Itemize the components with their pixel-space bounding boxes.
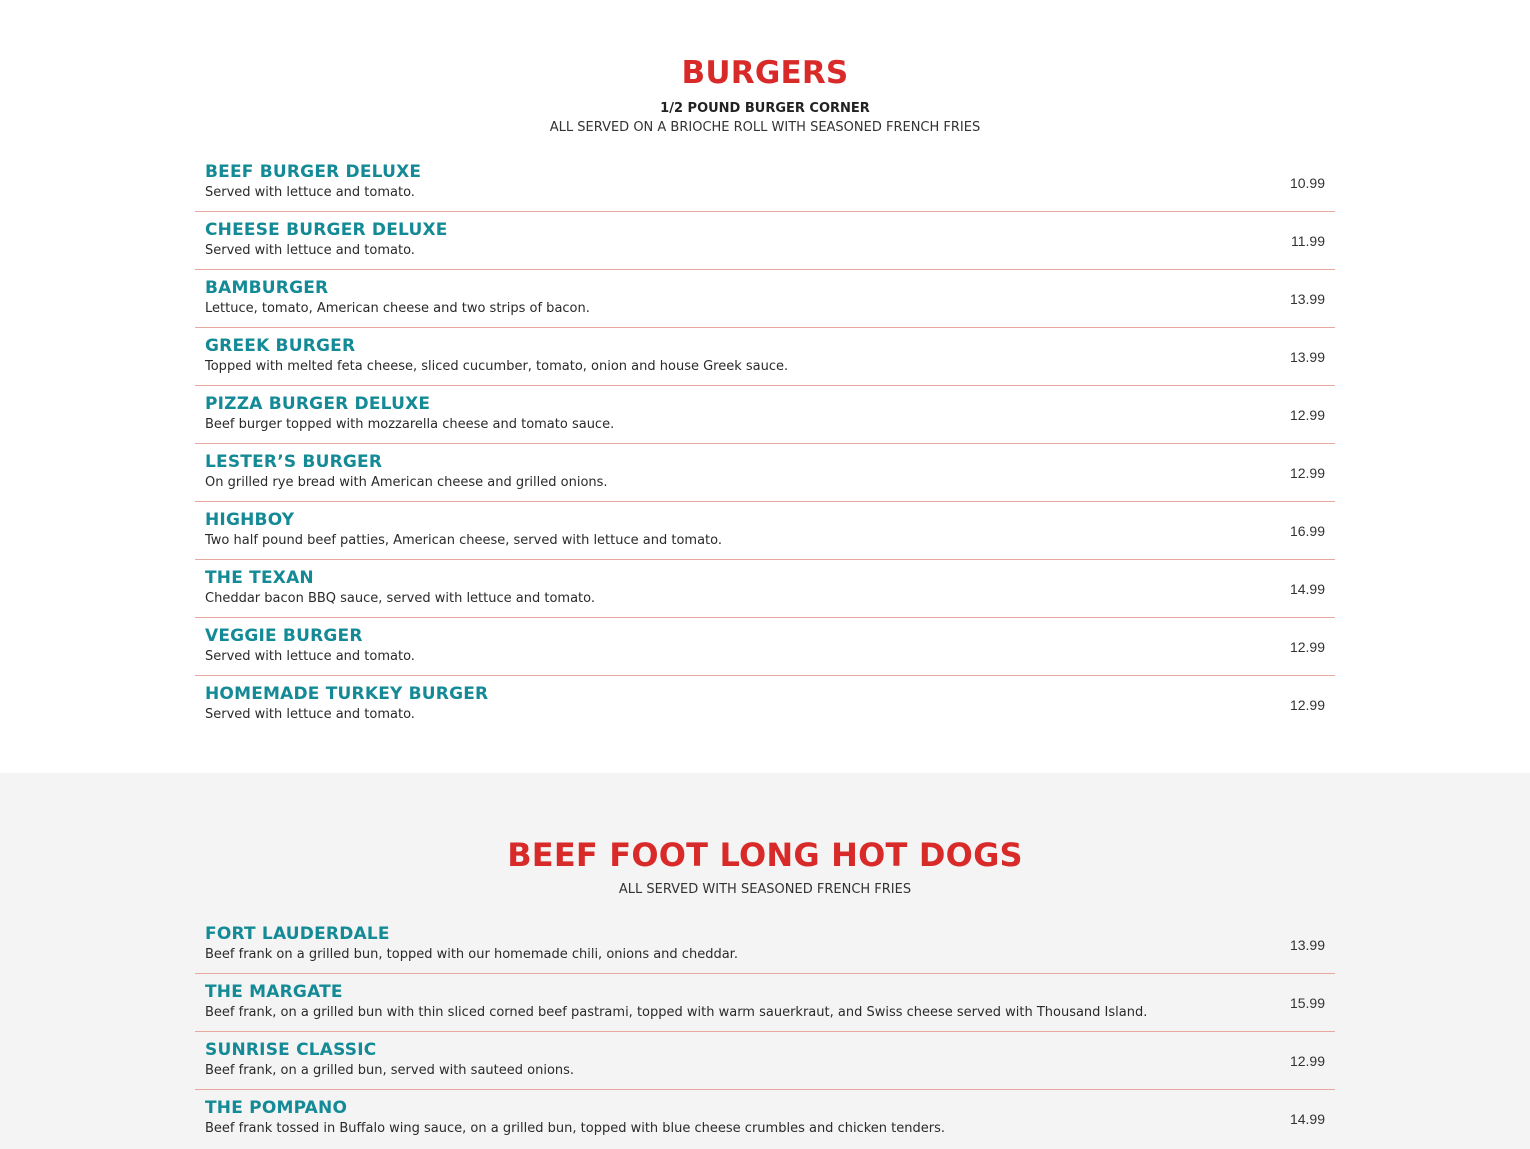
burgers-title: BURGERS (681, 55, 849, 91)
item-name: THE MARGATE (205, 982, 343, 1002)
item-price: 14.99 (1289, 580, 1325, 597)
item-description: Beef frank tossed in Buffalo wing sauce, on a grilled bun, topped with blue cheese crumbles and chicken tenders. (205, 1121, 945, 1136)
item-name: BEEF BURGER DELUXE (205, 162, 422, 182)
burgers-subtitle: ALL SERVED ON A BRIOCHE ROLL WITH SEASONED FRENCH FRIES (549, 120, 981, 135)
item-description: Lettuce, tomato, American cheese and two strips of bacon. (205, 301, 590, 316)
item-name: THE TEXAN (205, 568, 314, 588)
item-name: VEGGIE BURGER (205, 626, 363, 646)
item-description: Beef frank, on a grilled bun, served with sauteed onions. (205, 1063, 575, 1078)
item-name: PIZZA BURGER DELUXE (205, 394, 431, 414)
burgers-container (195, 54, 1335, 733)
menu-item (195, 560, 1335, 618)
burgers-subtitle-bold: 1/2 POUND BURGER CORNER (660, 101, 870, 116)
item-description: Beef frank, on a grilled bun with thin sliced corned beef pastrami, topped with warm sauerkraut, and Swiss cheese served with Thousand Island. (205, 1005, 1148, 1020)
item-name: CHEESE BURGER DELUXE (205, 220, 448, 240)
item-price: 12.99 (1289, 406, 1325, 423)
item-name: HIGHBOY (205, 510, 295, 530)
item-description: Served with lettuce and tomato. (205, 649, 415, 664)
item-price: 12.99 (1289, 638, 1325, 655)
menu-item (195, 618, 1335, 676)
item-price: 12.99 (1289, 1052, 1325, 1069)
item-description: Beef frank on a grilled bun, topped with our homemade chili, onions and cheddar. (205, 947, 738, 962)
menu-item (195, 502, 1335, 560)
item-name: THE POMPANO (205, 1098, 348, 1118)
hotdogs-item-list (195, 916, 1335, 1147)
item-name: FORT LAUDERDALE (205, 924, 390, 944)
burgers-item-list (195, 154, 1335, 733)
hotdogs-title: BEEF FOOT LONG HOT DOGS (507, 836, 1023, 874)
item-description: Cheddar bacon BBQ sauce, served with lettuce and tomato. (205, 591, 595, 606)
menu-item (195, 916, 1335, 974)
item-description: Two half pound beef patties, American cheese, served with lettuce and tomato. (205, 533, 722, 548)
menu-item (195, 386, 1335, 444)
item-description: On grilled rye bread with American cheese and grilled onions. (205, 475, 608, 490)
item-name: GREEK BURGER (205, 336, 356, 356)
menu-item (195, 328, 1335, 386)
menu-item (195, 270, 1335, 328)
item-price: 11.99 (1291, 232, 1325, 249)
item-name: BAMBURGER (205, 278, 329, 298)
hotdogs-container (195, 836, 1335, 1147)
item-description: Served with lettuce and tomato. (205, 185, 415, 200)
menu-item (195, 1032, 1335, 1090)
item-price: 14.99 (1289, 1110, 1325, 1127)
item-price: 12.99 (1289, 464, 1325, 481)
item-name: HOMEMADE TURKEY BURGER (205, 684, 489, 704)
item-price: 16.99 (1289, 522, 1325, 539)
menu-item (195, 676, 1335, 733)
item-description: Beef burger topped with mozzarella cheese and tomato sauce. (205, 417, 615, 432)
item-price: 10.99 (1289, 174, 1325, 191)
item-description: Topped with melted feta cheese, sliced cucumber, tomato, onion and house Greek sauce. (205, 359, 789, 374)
item-name: LESTER’S BURGER (205, 452, 383, 472)
item-description: Served with lettuce and tomato. (205, 707, 415, 722)
hotdogs-subtitle: ALL SERVED WITH SEASONED FRENCH FRIES (618, 882, 912, 897)
item-name: SUNRISE CLASSIC (205, 1040, 377, 1060)
item-price: 13.99 (1289, 936, 1325, 953)
item-price: 12.99 (1289, 696, 1325, 713)
item-description: Served with lettuce and tomato. (205, 243, 415, 258)
item-price: 13.99 (1289, 348, 1325, 365)
menu-item (195, 974, 1335, 1032)
item-price: 13.99 (1289, 290, 1325, 307)
menu-item (195, 212, 1335, 270)
menu-item (195, 1090, 1335, 1147)
menu-item (195, 444, 1335, 502)
menu-item (195, 154, 1335, 212)
item-price: 15.99 (1289, 994, 1325, 1011)
hotdogs-section (0, 773, 1530, 1149)
